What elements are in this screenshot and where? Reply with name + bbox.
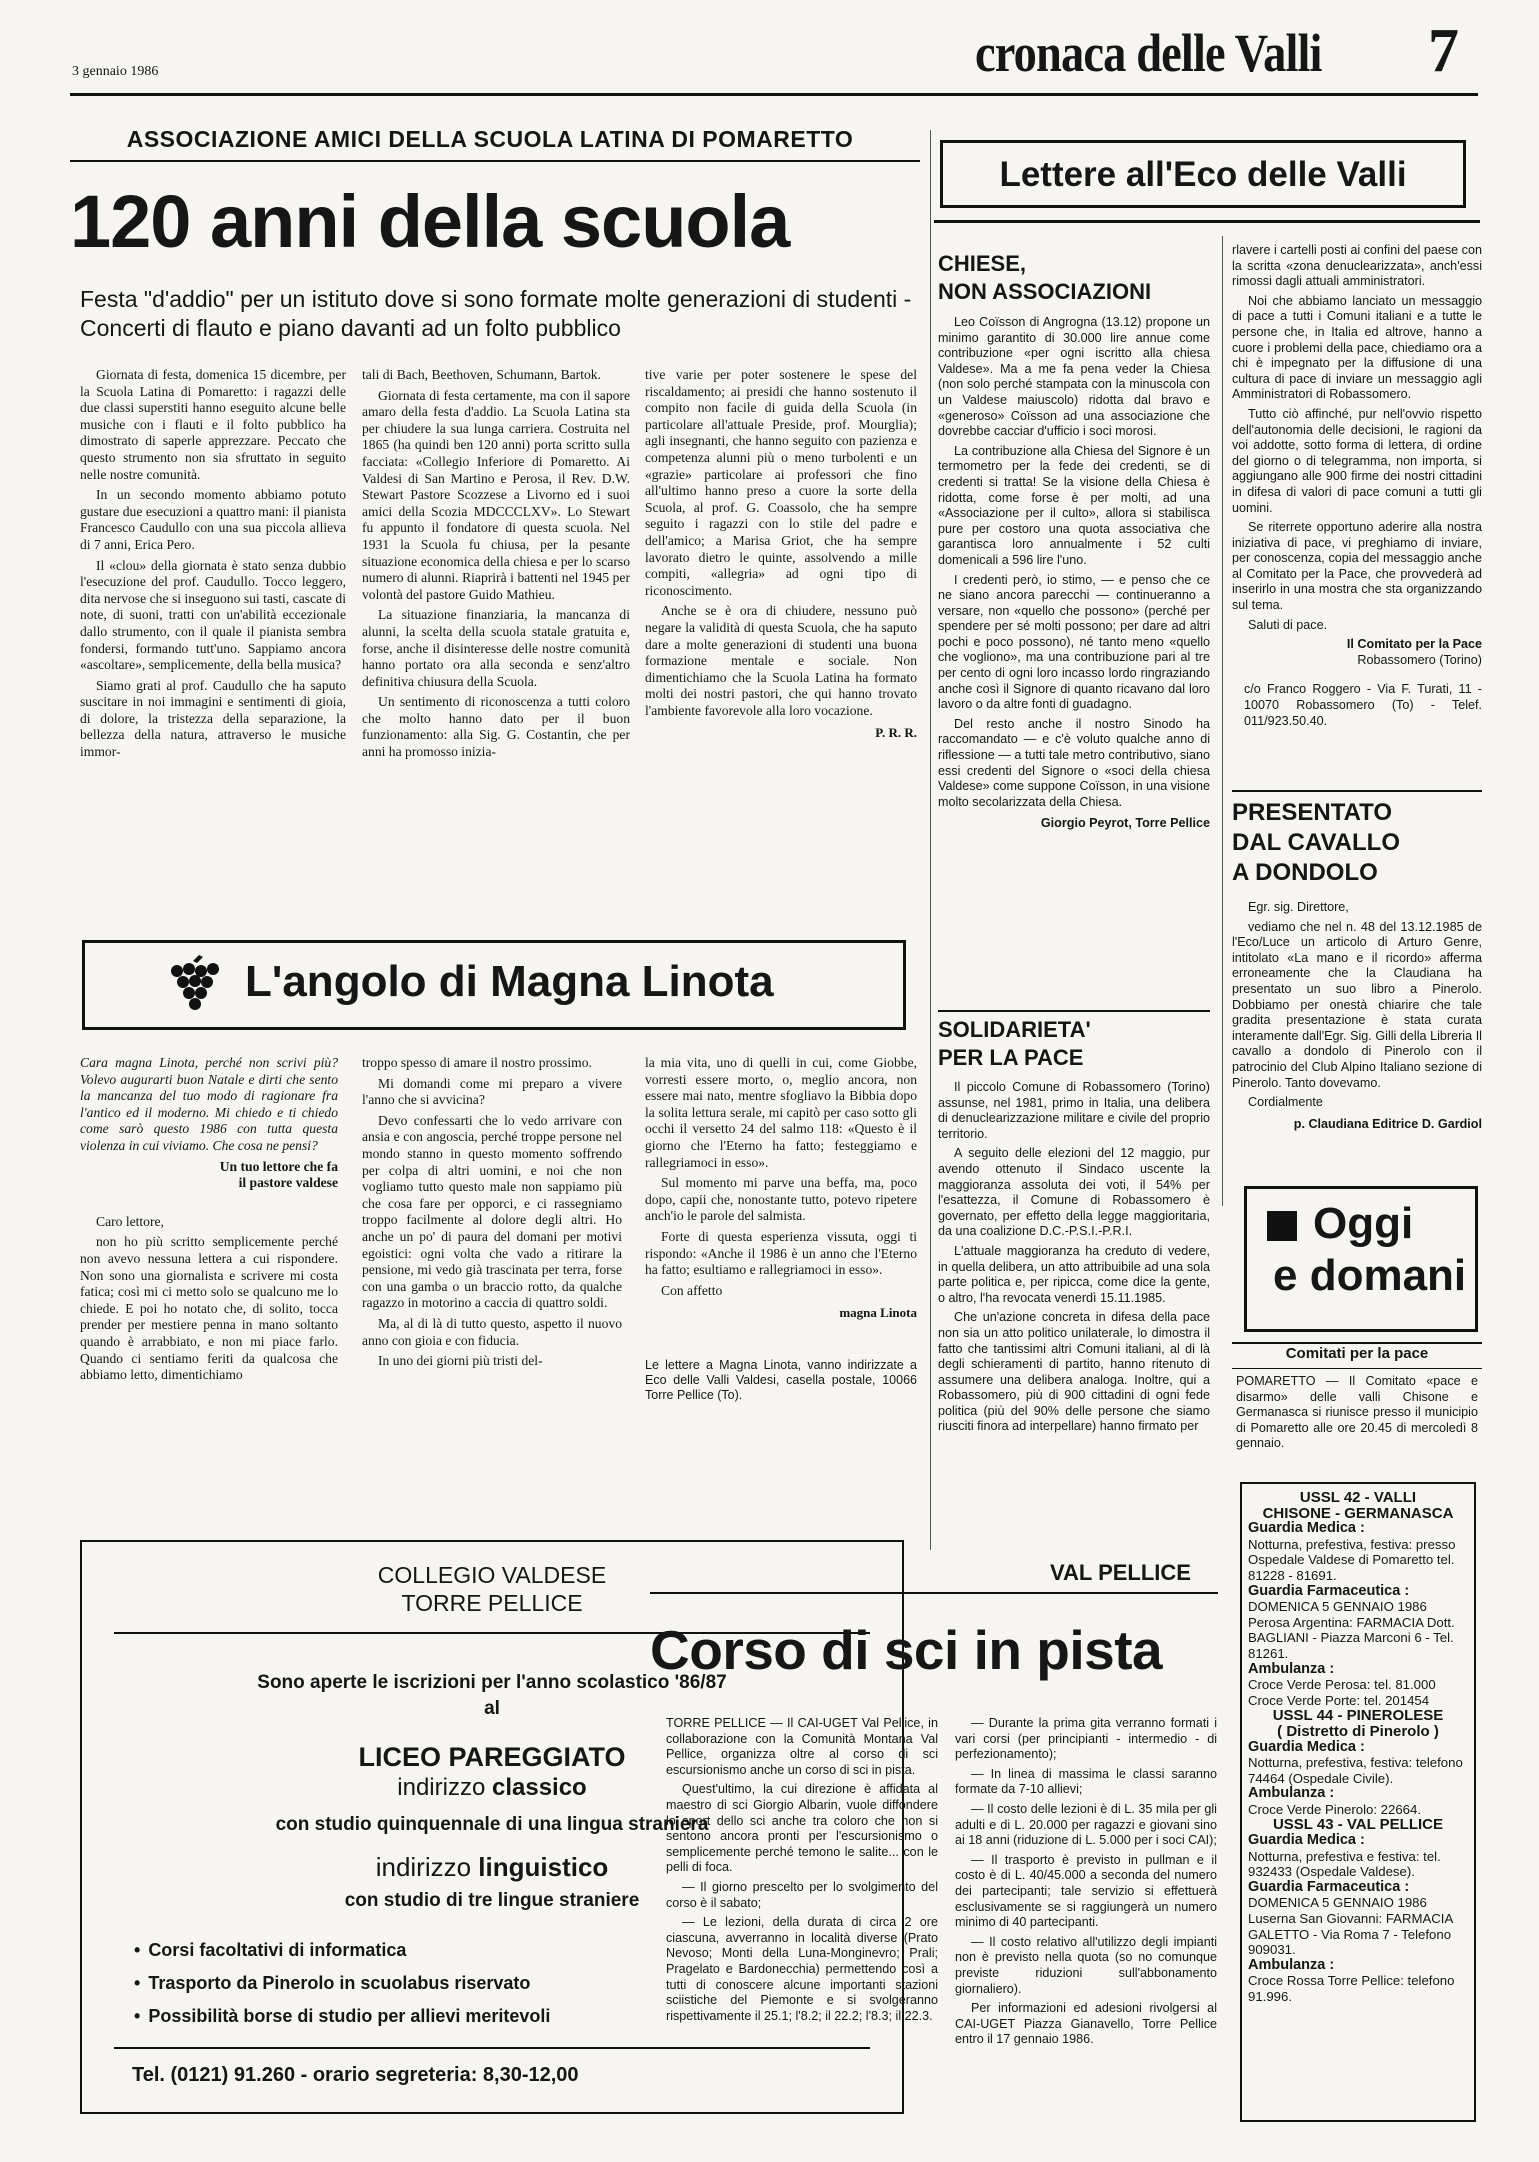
scuola-par: Un sentimento di riconoscenza a tutti coloro che molto hanno dato per il buon funzionamento: alla Sig. G. Costantin, che per anni ha promosso inizia- xyxy=(362,694,630,760)
chiese-signature: Giorgio Peyrot, Torre Pellice xyxy=(1040,816,1210,831)
oggi-banner xyxy=(1244,1186,1478,1332)
oggi-headline-1: Oggi xyxy=(1313,1199,1414,1248)
scuola-par: Giornata di festa certamente, ma con il sapore amaro della festa d'addio. La Scuola Latina sta per chiudere la sua lunga carriera. Costruita nel 1865 (ha quindi ben 120 anni) porta scritto sulla facciata: «Collegio Inferiore di Pomaretto. Ai Valdesi di San Martino e Perosa, il Rev. D.W. Stewart Pastore Scozzese a Livorno ed i suoi amici della Scozia MDCCCLXV». Lo Stewart fu appunto il fondatore di questa scuola. Nel 1931 la Scuola fu chiusa, per la pesante situazione economica della chiesa e per lo scarso numero di alunni. Riaprirà i battenti nel 1945 per volontà del pastore Guido Mathieu. xyxy=(362,387,630,602)
sci-par: — Il giorno prescelto per lo svolgimento del corso è il sabato; xyxy=(666,1879,938,1910)
chiese-body xyxy=(938,315,1210,985)
ussl-44-title-2: ( Distretto di Pinerolo ) xyxy=(1277,1722,1439,1740)
ambulanza-label: Ambulanza : xyxy=(1248,1956,1335,1973)
guardia-farmaceutica-text: DOMENICA 5 GENNAIO 1986 Perosa Argentina: FARMACIA Dott. BAGLIANI - Piazza Marconi 6 - Tel. 81261. xyxy=(1248,1599,1455,1661)
cavallo-headline-1: PRESENTATO xyxy=(1232,799,1393,826)
cavallo-headline xyxy=(1232,798,1400,888)
scuola-par: tive varie per poter sostenere le spese del riscaldamento; ai presidi che hanno sostenuto il compito non facile di guida della Scuola (in particolare all'attuale Preside, prof. Mourglia); agli insegnanti, che hanno seguito con pazienza e competenza alunni più o meno turbolenti e un «grazie» particolare ai professori che fino all'ultimo hanno preso a cuore la sorte della Scuola, al prof. G. Coassolo, che ha sempre seguito i ragazzi con lo stile del padre e dell'amico; a Marisa Griot, che ha sempre lavorato dietro le quinte, assolvendo a mille compiti, «allegria» ad ogni tipo di riconoscimento. xyxy=(645,367,917,598)
chiese-par: Del resto anche il nostro Sinodo ha raccomandato — e c'è voluto qualche anno di riflessione — a tutti tale metro contributivo, siano essi credenti del Signore o «soci della chiesa Valdese» come suppone Coïsson, in una visione molto secolarizzata della Chiesa. xyxy=(938,716,1210,809)
magna-letter-sign-2: il pastore valdese xyxy=(238,1175,338,1191)
scuola-signature: P. R. R. xyxy=(875,725,917,741)
ambulanza-label: Ambulanza : xyxy=(1248,1660,1335,1677)
collegio-intro-2: al xyxy=(484,1698,500,1719)
collegio-indirizzo-1-note: con studio quinquennale di una lingua straniera xyxy=(275,1814,709,1835)
scuola-par: Siamo grati al prof. Caudullo che ha saputo suscitare in noi immagini e sentimenti di gioia, di dolore, la tristezza della separazione, la bellezza della natura, attraverso le musiche immor- xyxy=(80,677,346,760)
chiese-par: Leo Coïsson di Angrogna (13.12) propone un minimo garantito di 30.000 lire annue come contribuzione «per ogni iscritto alla chiesa Valdese». Ma a me fa pena veder la Chiesa (non solo perché stampata con la minuscola con un Valdese maiuscolo) ridotta dal bravo e «generoso» Coïsson ad una associazione che dovrebbe cacciar d'ufficio i soci morosi. xyxy=(938,315,1210,439)
collegio-name-2: TORRE PELLICE xyxy=(401,1590,583,1616)
masthead-date: 3 gennaio 1986 xyxy=(72,64,159,79)
comitati-par: POMARETTO — Il Comitato «pace e disarmo» delle valli Chisone e Germanasca si riunisce presso il municipio di Pomaretto alle ore 20.45 di mercoledì 8 gennaio. xyxy=(1236,1374,1478,1451)
scuola-subhead: Festa "d'addio" per un istituto dove si sono formate molte generazioni di studenti - Concerti di flauto e piano davanti ad un folto pubblico xyxy=(80,286,912,341)
magna-par: troppo spesso di amare il nostro prossimo. xyxy=(362,1055,592,1070)
scuola-kicker: ASSOCIAZIONE AMICI DELLA SCUOLA LATINA DI POMARETTO xyxy=(126,126,854,152)
magna-col-2 xyxy=(362,1055,622,1495)
cavallo-headline-2: DAL CAVALLO xyxy=(1232,829,1400,856)
comitato-sign-2: Robassomero (Torino) xyxy=(1357,652,1482,667)
magna-col-1 xyxy=(80,1055,338,1495)
comitati-rule xyxy=(1232,1342,1482,1344)
magna-signature: magna Linota xyxy=(839,1305,917,1321)
scuola-col-2 xyxy=(362,367,630,917)
chiese-par: La contribuzione alla Chiesa del Signore è un termometro per la fede dei credenti, se di credenti si tratta! Se la visione della Chiesa è ridotta, come forse è per molti, ad una «Associazione per il culto», allora si stabilisca pure per costoro una quota associativa che garantisca loro annualmente i 52 culti domenicali a 596 lire l'uno. xyxy=(938,443,1210,567)
comitato-sign-1: Il Comitato per la Pace xyxy=(1346,637,1482,652)
soli-par: Se riterrete opportuno aderire alla nostra iniziativa di pace, vi preghiamo di inviare, per conoscenza, copia del messaggio anche al Comitato per la Pace, che provvederà ad inserirlo in una mostra che sta organizzando sul tema. xyxy=(1232,520,1482,613)
sci-par: — Durante la prima gita verranno formati i vari corsi (per principianti - intermedio - di perfezionamento); xyxy=(955,1716,1217,1762)
ussl-44-title-1: USSL 44 - PINEROLESE xyxy=(1272,1707,1444,1725)
magna-letter: Cara magna Linota, perché non scrivi più? Volevo augurarti buon Natale e dirti che sento la mancanza del tuo modo di ragionare fra l'antico ed il moderno. Mi chiedo e ti chiedo come sarò questo 1986 con tutta questa violenza in cui viviamo. Che cosa ne pensi? xyxy=(80,1055,338,1153)
sci-rule xyxy=(650,1592,1218,1594)
sci-col-2 xyxy=(955,1716,1217,2116)
ambulanza-text: Croce Verde Pinerolo: 22664. xyxy=(1248,1801,1422,1817)
soli-headline xyxy=(938,1016,1091,1072)
collegio-footer: Tel. (0121) 91.260 - orario segreteria: 8,30-12,00 xyxy=(132,2064,579,2086)
comitati-body xyxy=(1236,1374,1478,1464)
collegio-indirizzo-2-note: con studio di tre lingue straniere xyxy=(344,1890,640,1911)
collegio-bullet: • Corsi facoltativi di informatica xyxy=(134,1940,874,1961)
scuola-col-1 xyxy=(80,367,346,917)
cavallo-par: vediamo che nel n. 48 del 13.12.1985 de l'Eco/Luce un articolo di Arturo Genre, intitolato «La mano e il ricordo» afferma erroneamente che la Claudiana ha presentato un suo libro a Pinerolo. Dobbiamo per onestà chiarire che tale gradita presentazione è stata curata interamente dall'Egr. Sig. Gilli della Libreria Il cavallo a dondolo di Pinerolo con il patrocinio del Club Alpino Italiano sezione di Pinerolo. Tanto dovevamo. xyxy=(1232,919,1482,1090)
magna-par: Mi domandi come mi preparo a vivere l'anno che si avvicina? xyxy=(362,1075,622,1108)
ambulanza-label: Ambulanza : xyxy=(1248,1785,1335,1802)
collegio-intro-1: Sono aperte le iscrizioni per l'anno scolastico '86/87 xyxy=(257,1672,727,1693)
soli-par: A seguito delle elezioni del 12 maggio, pur avendo ottenuto il Sindaco uscente la maggioranza assoluta dei voti, il 54% per l'esattezza, il Comune di Robassomero è governato, per effetto della legge maggioritaria, da una coalizione D.C.-P.S.I.-P.R.I. xyxy=(938,1146,1210,1239)
guardia-medica-text: Notturna, prefestiva e festiva: tel. 932433 (Ospedale Valdese). xyxy=(1248,1848,1441,1880)
sci-col-1 xyxy=(666,1716,938,2116)
comitato-address: c/o Franco Roggero - Via F. Turati, 11 - 10070 Robassomero (To) - Telef. 011/923.50.40. xyxy=(1244,682,1482,728)
collegio-bullet: • Trasporto da Pinerolo in scuolabus riservato xyxy=(134,1973,874,1994)
comitati-title: Comitati per la pace xyxy=(1285,1345,1429,1362)
lettere-banner-title: Lettere all'Eco delle Valli xyxy=(999,155,1407,194)
cavallo-headline-3: A DONDOLO xyxy=(1232,859,1378,886)
collegio-liceo: LICEO PAREGGIATO xyxy=(358,1742,626,1772)
soli-par: Saluti di pace. xyxy=(1248,617,1328,632)
scuola-par: In un secondo momento abbiamo potuto gustare due esecuzioni a quattro mani: il pianista Francesco Caudullo con una sua piccola allieva di 7 anni, Erica Pero. xyxy=(80,487,346,552)
scuola-par: La situazione finanziaria, la mancanza di alunni, la scelta della scuola statale gratuita e, forse, anche il disinteresse delle nostre comunità hanno portato ora alla seconda e senz'altro definitiva chiusura della Scuola. xyxy=(362,607,630,689)
sci-par: — Il costo relativo all'utilizzo degli impianti non è previsto nella quota (so no comunque previste riduzioni sull'abbonamento giornaliero). xyxy=(955,1934,1217,1996)
ussl-42-title-2: CHISONE - GERMANASCA xyxy=(1262,1504,1454,1522)
scuola-col-3 xyxy=(645,367,917,917)
scuola-kicker-rule xyxy=(70,160,920,162)
soli-body xyxy=(938,1080,1210,1500)
ussl-42-title-1: USSL 42 - VALLI xyxy=(1299,1489,1417,1506)
soli-par: Che un'azione concreta in difesa della pace non sia un atto politico unilaterale, lo dimostra il fatto che tantissimi altri Comuni italiani, al di là degli schieramenti di partito, hanno ritenuto di assumere una delibera analoga. Inoltre, qui a Robassomero, più di 900 cittadini di ogni fede politica (più del 90% delle persone che siamo riusciti finora ad interpellare) hanno firmato per xyxy=(938,1310,1210,1434)
magna-par: In uno dei giorni più tristi del- xyxy=(378,1353,543,1369)
soli-headline-2: PER LA PACE xyxy=(938,1045,1084,1070)
collegio-bullet: • Possibilità borse di studio per allievi meritevoli xyxy=(134,2006,874,2027)
magna-par: la mia vita, uno di quelli in cui, come Giobbe, vorresti essere morto, o, meglio ancora, non essere mai nato, mentre sfogliavo la Bibbia dopo la solita lettura serale, mi capitò per caso sotto gli occhi il versetto 24 del salmo 118: «Questo è il giorno che l'Eterno ha fatto; festeggiamo e rallegriamoci in esso». xyxy=(645,1055,917,1170)
cavallo-signature: p. Claudiana Editrice D. Gardiol xyxy=(1293,1116,1482,1131)
magna-par: non ho più scritto semplicemente perché non avevo nessuna lettera a cui rispondere. Non sono una giornalista e scrivere mi costa fatica; così mi ci metto solo se qualcuno me lo chiede. E poi ho notato che, di solito, tocca prender per mestiere penna in mano soltanto quando è arrabbiato, e non mi piace farlo. Quando ci sentiamo feriti da qualcosa che abbiamo letto, dimentichiamo xyxy=(80,1234,338,1383)
collegio-indirizzo-label: indirizzo xyxy=(397,1774,492,1801)
guardia-medica-label: Guardia Medica : xyxy=(1248,1738,1365,1755)
ambulanza-text: Croce Rossa Torre Pellice: telefono 91.996. xyxy=(1248,1973,1455,2004)
soli-par: Tutto ciò affinché, pur nell'ovvio rispetto dell'autonomia delle decisioni, le ragioni da voi addotte, sotto forma di lettera, di ordine del giorno o di telegramma, non importa, si aggiungano alle 900 firme dei nostri cittadini in difesa di valori di pace comuni a tutti gli uomini. xyxy=(1232,406,1482,515)
cavallo-par: Egr. sig. Direttore, xyxy=(1248,900,1349,914)
lettere-rule xyxy=(934,220,1480,223)
sci-par: Per informazioni ed adesioni rivolgersi al CAI-UGET Piazza Gianavello, Torre Pellice entro il 17 gennaio 1986. xyxy=(955,2001,1217,2047)
magna-par: Caro lettore, xyxy=(96,1213,164,1229)
column-divider xyxy=(1222,236,1223,1206)
soli-par: Noi che abbiamo lanciato un messaggio di pace a tutti i Comuni italiani e a tutte le persone che, in Italia ed altrove, hanno a cuore i problemi della pace, chiediamo ora a chi è impegnato per la diffusione di una cultura di pace di inviare un messaggio agli Amministratori di Robassomero. xyxy=(1232,293,1482,402)
guardia-farmaceutica-label: Guardia Farmaceutica : xyxy=(1248,1582,1410,1599)
magna-headline: L'angolo di Magna Linota xyxy=(245,957,774,1006)
cavallo-par: Cordialmente xyxy=(1248,1095,1323,1110)
masthead-title: cronaca delle Valli xyxy=(975,23,1322,83)
ussl-43-title: USSL 43 - VAL PELLICE xyxy=(1272,1816,1444,1834)
guardia-medica-label: Guardia Medica : xyxy=(1248,1832,1365,1849)
sci-par: Quest'ultimo, la cui direzione è affidata al maestro di sci Giorgio Albarin, vuole diffondere lo sport dello sci anche tra coloro che non si sentono ancora pronti per l'escursionismo o semplicemente perché temono le salite... con le pelli di foca. xyxy=(666,1782,938,1875)
soli-rule xyxy=(938,1010,1210,1012)
oggi-headline-2: e domani xyxy=(1273,1251,1467,1300)
soli-headline-1: SOLIDARIETA' xyxy=(938,1017,1091,1042)
column-divider xyxy=(930,130,931,1550)
scuola-par: Il «clou» della giornata è stato senza dubbio l'esecuzione del prof. Caudullo. Tocco leggero, dita nervose che si inseguono sui tasti, cascate di note, di suoni, tratti con un'abilità eccezionale dallo strumento, con il quale il pianista sembra fondersi, formando tutt'uno. Sappiamo ancora «ascoltare», semplicemente, della bella musica? xyxy=(80,557,346,673)
comitati-rule xyxy=(1232,1368,1482,1369)
grape-icon xyxy=(163,955,227,1015)
ambulanza-text: Croce Verde Perosa: tel. 81.000 Croce Verde Porte: tel. 201454 xyxy=(1248,1677,1436,1708)
square-icon xyxy=(1267,1211,1297,1241)
collegio-indirizzo-value: classico xyxy=(491,1774,587,1801)
scuola-par: Anche se è ora di chiudere, nessuno può negare la validità di questa Scuola, che ha saputo dare a molte generazioni di studenti una buona formazione mentale e sociale. Non dimentichiamo che la Scuola Latina ha formato molti dei nostri pastori, che qui hanno trovato l'ambiente favorevole alla loro vocazione. xyxy=(645,603,917,718)
sci-par: — Le lezioni, della durata di circa 2 ore ciascuna, avverranno in località diverse (Prato Nevoso; Monti della Luna-Monginevro; Prali; Pragelato e Bardonecchia) permettendo così a tutti di conoscere alcune importanti stazioni sciistiche del Piemonte e si svolgeranno rispettivamente il 25.1; l'8.2; il 22.2; l'8.3; il 22.3. xyxy=(666,1915,938,2023)
guardia-medica-text: Notturna, prefestiva, festiva: telefono 74464 (Ospedale Civile). xyxy=(1248,1755,1463,1786)
cavallo-body xyxy=(1232,900,1482,1200)
chiese-par: I credenti però, io stimo, — e penso che ce ne siano ancora parecchi — continueranno a versare, non «quello che possono» (perché per spendere per sé molti possono; per dare ad altri pochi e poco possono), né tanto meno «quello che vogliono», ma una contribuzione pari al tre per cento di ogni loro incasso lordo ringraziando anche così il Signore di quanto ricavano dal loro lavoro o da altre fonti di guadagno. xyxy=(938,572,1210,712)
chiese-headline-2: NON ASSOCIAZIONI xyxy=(938,279,1152,304)
magna-par: Con affetto xyxy=(661,1282,723,1298)
collegio-indirizzo-value: linguistico xyxy=(478,1852,609,1882)
magna-par: Forte di questa esperienza vissuta, oggi ti rispondo: «Anche il 1986 è un anno che l'Eterno ha fatto; esultiamo e rallegriamoci in esso». xyxy=(645,1228,917,1278)
soli-par: Il piccolo Comune di Robassomero (Torino) assunse, nel 1981, primo in Italia, una delibera di denuclearizzazione militare e civile del proprio territorio. xyxy=(938,1080,1210,1141)
sci-par: — Il costo delle lezioni è di L. 35 mila per gli adulti e di L. 20.000 per ragazzi e giovani sino ai 18 anni (riduzione di L. 5.000 per i soci CAI); xyxy=(955,1801,1217,1848)
cavallo-rule xyxy=(1232,790,1482,792)
magna-par: Devo confessarti che lo vedo arrivare con ansia e con angoscia, perché troppe persone nel mondo stanno in questo momento soffrendo per colpa di altri uomini, e noi che non vogliamo tutto questo male non sappiamo più che cosa fare per opporci, e ci rassegniamo troppo facilmente al dolore degli altri. Ho anche un po' di paura del domani per motivi egoistici: ogni volta che vado a ritirare la pensione, mi vedo già trascinata per terra, forse con una gamba o un braccio rotto, da qualche ragazzo in motorino a caccia di quattro soldi. xyxy=(362,1112,622,1311)
ussl-box xyxy=(1240,1482,1476,2122)
sci-kicker: VAL PELLICE xyxy=(1050,1560,1191,1585)
guardia-farmaceutica-label: Guardia Farmaceutica : xyxy=(1248,1878,1410,1895)
soli-continued xyxy=(1232,243,1482,738)
soli-par: L'attuale maggioranza ha creduto di vedere, in quella delibera, un atto attribuibile ad una sola parte politica e, per ripicca, come dice la gente, o altro, l'ha revocata venerdì 15.11.1985. xyxy=(938,1243,1210,1305)
chiese-headline xyxy=(938,250,1151,306)
masthead-rule xyxy=(70,93,1478,96)
magna-footer: Le lettere a Magna Linota, vanno indirizzate a Eco delle Valli Valdesi, casella postale, 10066 Torre Pellice (To). xyxy=(645,1357,917,1402)
sci-par: — In linea di massima le classi saranno formate da 7-10 allievi; xyxy=(955,1766,1217,1797)
collegio-indirizzo-label: indirizzo xyxy=(375,1852,479,1882)
collegio-name-1: COLLEGIO VALDESE xyxy=(377,1562,607,1588)
chiese-headline-1: CHIESE, xyxy=(938,251,1027,276)
sci-par: TORRE PELLICE — Il CAI-UGET Val Pellice, in collaborazione con la Comunità Montana Val Pellice, organizza oltre al corso di sci escursionismo anche un corso di sci in pista. xyxy=(666,1716,938,1777)
magna-par: Sul momento mi parve una beffa, ma, poco dopo, capii che, nonostante tutto, potevo ripetere anch'io le parole del salmista. xyxy=(645,1175,917,1224)
magna-letter-sign-1: Un tuo lettore che fa xyxy=(219,1158,338,1174)
magna-col-3 xyxy=(645,1055,917,1495)
guardia-farmaceutica-text: DOMENICA 5 GENNAIO 1986 Luserna San Giovanni: FARMACIA GALETTO - Via Roma 7 - Telefono 909031. xyxy=(1248,1895,1453,1958)
soli-par: rlavere i cartelli posti ai confini del paese con la scritta «zona denuclearizzata», anch'essi rimossi dagli attuali amministratori. xyxy=(1232,243,1482,289)
magna-par: Ma, al di là di tutto questo, aspetto il nuovo anno con gioia e con fiducia. xyxy=(362,1315,622,1348)
magna-banner xyxy=(82,940,906,1030)
lettere-banner xyxy=(940,140,1466,208)
page-number: 7 xyxy=(1428,17,1459,85)
sci-headline: Corso di sci in pista xyxy=(650,1619,1163,1681)
scuola-headline: 120 anni della scuola xyxy=(70,180,790,263)
scuola-par: tali di Bach, Beethoven, Schumann, Bartok. xyxy=(362,367,601,382)
guardia-medica-text: Notturna, prefestiva, festiva: presso Ospedale Valdese di Pomaretto tel. 81228 - 81691. xyxy=(1248,1536,1456,1583)
sci-par: — Il trasporto è previsto in pullman e il costo è di L. 40/45.000 a seconda del numero dei partecipanti; tale servizio si effettuerà esclusivamente se si raggiungerà un numero minimo di 40 partecipanti. xyxy=(955,1852,1217,1930)
scuola-par: Giornata di festa, domenica 15 dicembre, per la Scuola Latina di Pomaretto: i ragazzi delle due classi superstiti hanno eseguito alcune belle musiche con i flauti e il folto pubblico ha dimostrato di saperle apprezzare. Peccato che questo strumento non sia sfruttato in seguito nelle nostre comunità. xyxy=(80,367,346,482)
guardia-medica-label: Guardia Medica : xyxy=(1248,1520,1365,1537)
